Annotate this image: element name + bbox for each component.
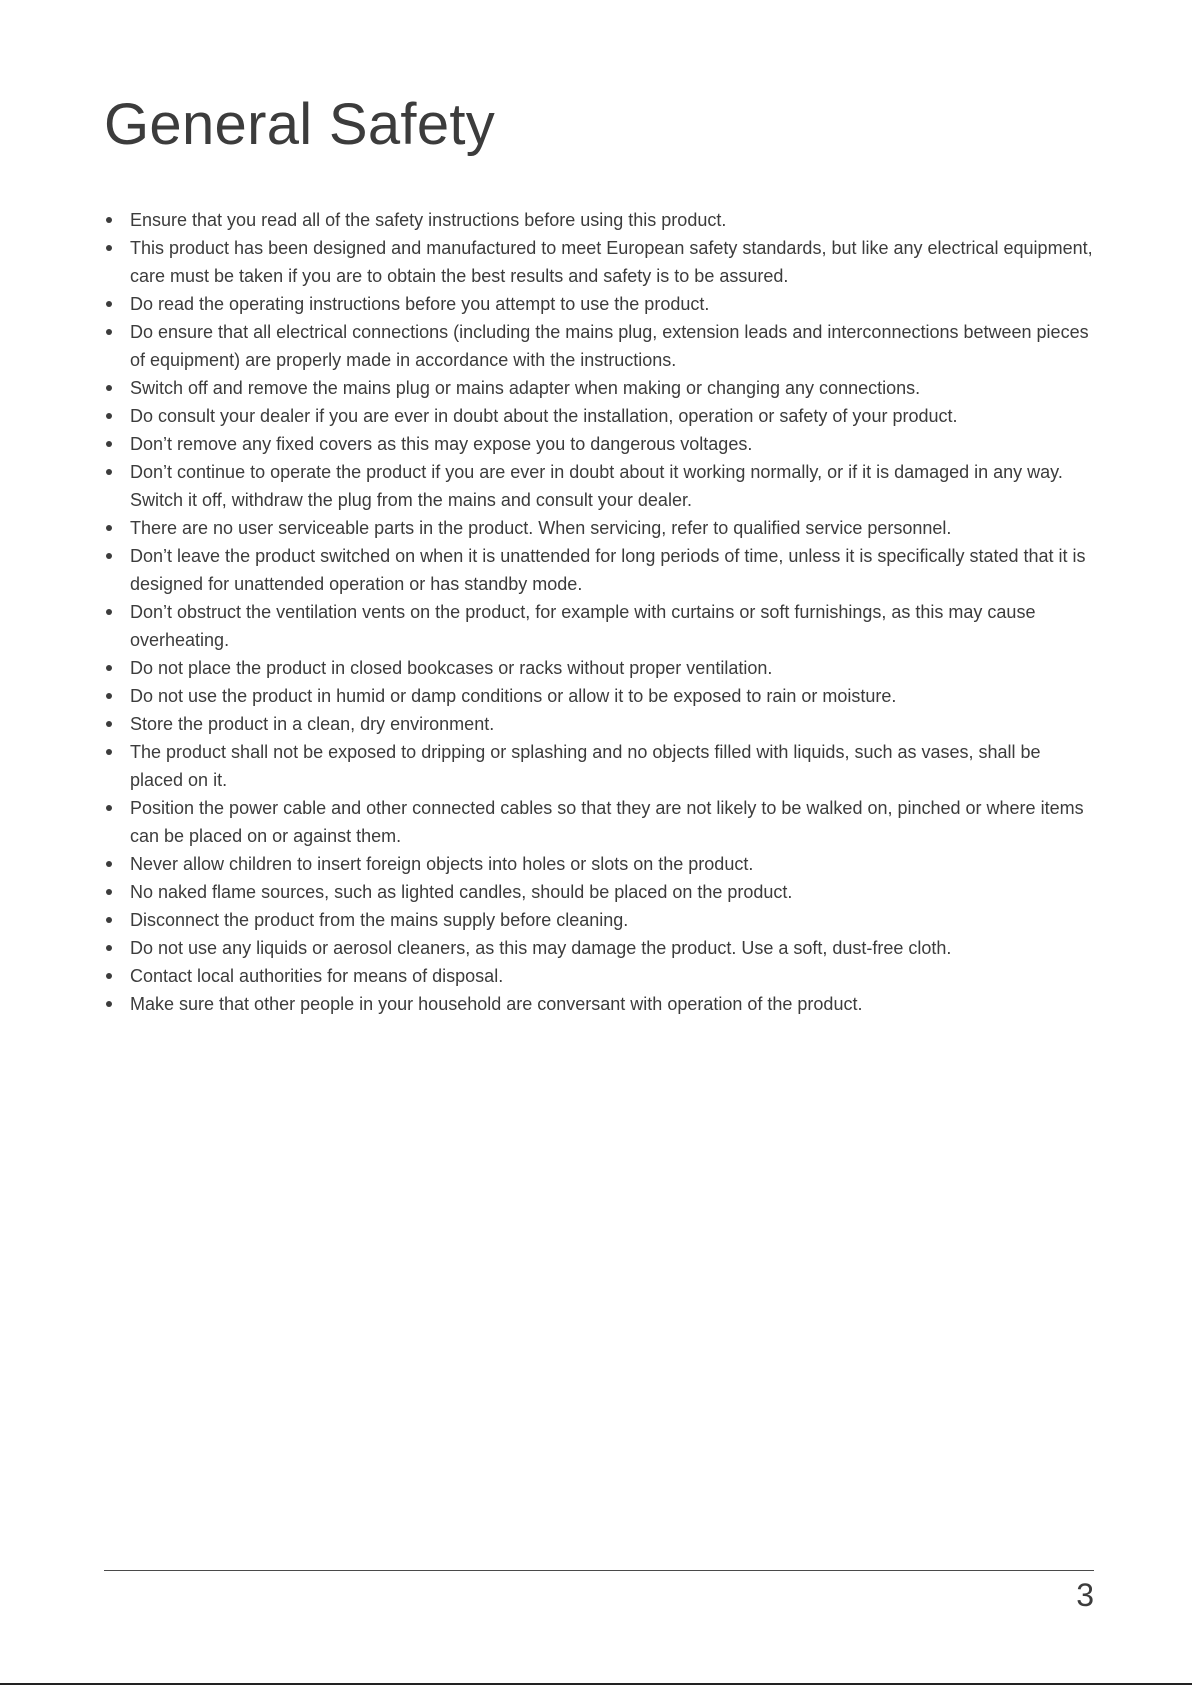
list-item	[104, 206, 1094, 234]
list-item-text: Don’t leave the product switched on when it is unattended for long periods of time, unless it is specifically stated that it is designed for unattended operation or has standby mode.	[130, 546, 1086, 594]
bullet-icon	[106, 413, 112, 419]
bullet-icon	[106, 917, 112, 923]
list-item	[104, 962, 1094, 990]
footer-divider	[104, 1570, 1094, 1571]
list-item	[104, 738, 1094, 794]
list-item	[104, 990, 1094, 1018]
page-title: General Safety	[104, 92, 496, 157]
bullet-icon	[106, 553, 112, 559]
list-item	[104, 458, 1094, 514]
list-item	[104, 290, 1094, 318]
bullet-icon	[106, 861, 112, 867]
bullet-icon	[106, 693, 112, 699]
list-item-text: The product shall not be exposed to dripping or splashing and no objects filled with liquids, such as vases, shall be placed on it.	[130, 742, 1041, 790]
list-item	[104, 318, 1094, 374]
bullet-icon	[106, 609, 112, 615]
list-item-text: Do not place the product in closed bookcases or racks without proper ventilation.	[130, 658, 773, 678]
bullet-icon	[106, 665, 112, 671]
bullet-icon	[106, 945, 112, 951]
list-item-text: There are no user serviceable parts in the product. When servicing, refer to qualified service personnel.	[130, 518, 952, 538]
list-item	[104, 234, 1094, 290]
list-item-text: Contact local authorities for means of disposal.	[130, 966, 504, 986]
bullet-icon	[106, 217, 112, 223]
list-item-text: No naked flame sources, such as lighted candles, should be placed on the product.	[130, 882, 793, 902]
list-item	[104, 542, 1094, 598]
list-item-text: Disconnect the product from the mains supply before cleaning.	[130, 910, 629, 930]
list-item	[104, 682, 1094, 710]
list-item	[104, 794, 1094, 850]
bullet-icon	[106, 329, 112, 335]
bullet-icon	[106, 245, 112, 251]
bullet-icon	[106, 385, 112, 391]
list-item-text: Switch off and remove the mains plug or mains adapter when making or changing any connections.	[130, 378, 921, 398]
list-item	[104, 598, 1094, 654]
bullet-icon	[106, 721, 112, 727]
list-item-text: Don’t obstruct the ventilation vents on the product, for example with curtains or soft furnishings, as this may cause overheating.	[130, 602, 1036, 650]
bullet-icon	[106, 973, 112, 979]
list-item-text: Make sure that other people in your household are conversant with operation of the product.	[130, 994, 863, 1014]
list-item-text: Position the power cable and other connected cables so that they are not likely to be walked on, pinched or where items can be placed on or against them.	[130, 798, 1084, 846]
list-item-text: Do not use the product in humid or damp conditions or allow it to be exposed to rain or moisture.	[130, 686, 897, 706]
bullet-icon	[106, 301, 112, 307]
bullet-icon	[106, 525, 112, 531]
list-item	[104, 430, 1094, 458]
list-item-text: Store the product in a clean, dry environment.	[130, 714, 495, 734]
bullet-icon	[106, 1001, 112, 1007]
list-item-text: Do not use any liquids or aerosol cleaners, as this may damage the product. Use a soft, dust-free cloth.	[130, 938, 952, 958]
list-item	[104, 402, 1094, 430]
list-item-text: Ensure that you read all of the safety instructions before using this product.	[130, 210, 727, 230]
list-item	[104, 906, 1094, 934]
list-item-text: Don’t continue to operate the product if you are ever in doubt about it working normally, or if it is damaged in any way. Switch it off, withdraw the plug from the mains and consult your dealer.	[130, 462, 1063, 510]
bullet-icon	[106, 469, 112, 475]
bullet-icon	[106, 805, 112, 811]
list-item	[104, 514, 1094, 542]
list-item-text: Do consult your dealer if you are ever in doubt about the installation, operation or safety of your product.	[130, 406, 958, 426]
list-item	[104, 850, 1094, 878]
list-item	[104, 878, 1094, 906]
bullet-icon	[106, 749, 112, 755]
bullet-icon	[106, 441, 112, 447]
list-item	[104, 934, 1094, 962]
list-item	[104, 654, 1094, 682]
list-item-text: Do read the operating instructions before you attempt to use the product.	[130, 294, 710, 314]
safety-instructions-list	[104, 206, 1094, 1018]
list-item-text: This product has been designed and manufactured to meet European safety standards, but like any electrical equipment, care must be taken if you are to obtain the best results and safety is to be assured.	[130, 238, 1093, 286]
bullet-icon	[106, 889, 112, 895]
list-item-text: Don’t remove any fixed covers as this may expose you to dangerous voltages.	[130, 434, 753, 454]
list-item-text: Do ensure that all electrical connections (including the mains plug, extension leads and interconnections between pieces of equipment) are properly made in accordance with the instructions.	[130, 322, 1089, 370]
list-item	[104, 710, 1094, 738]
page-number: 3	[1076, 1577, 1094, 1613]
list-item	[104, 374, 1094, 402]
list-item-text: Never allow children to insert foreign objects into holes or slots on the product.	[130, 854, 754, 874]
